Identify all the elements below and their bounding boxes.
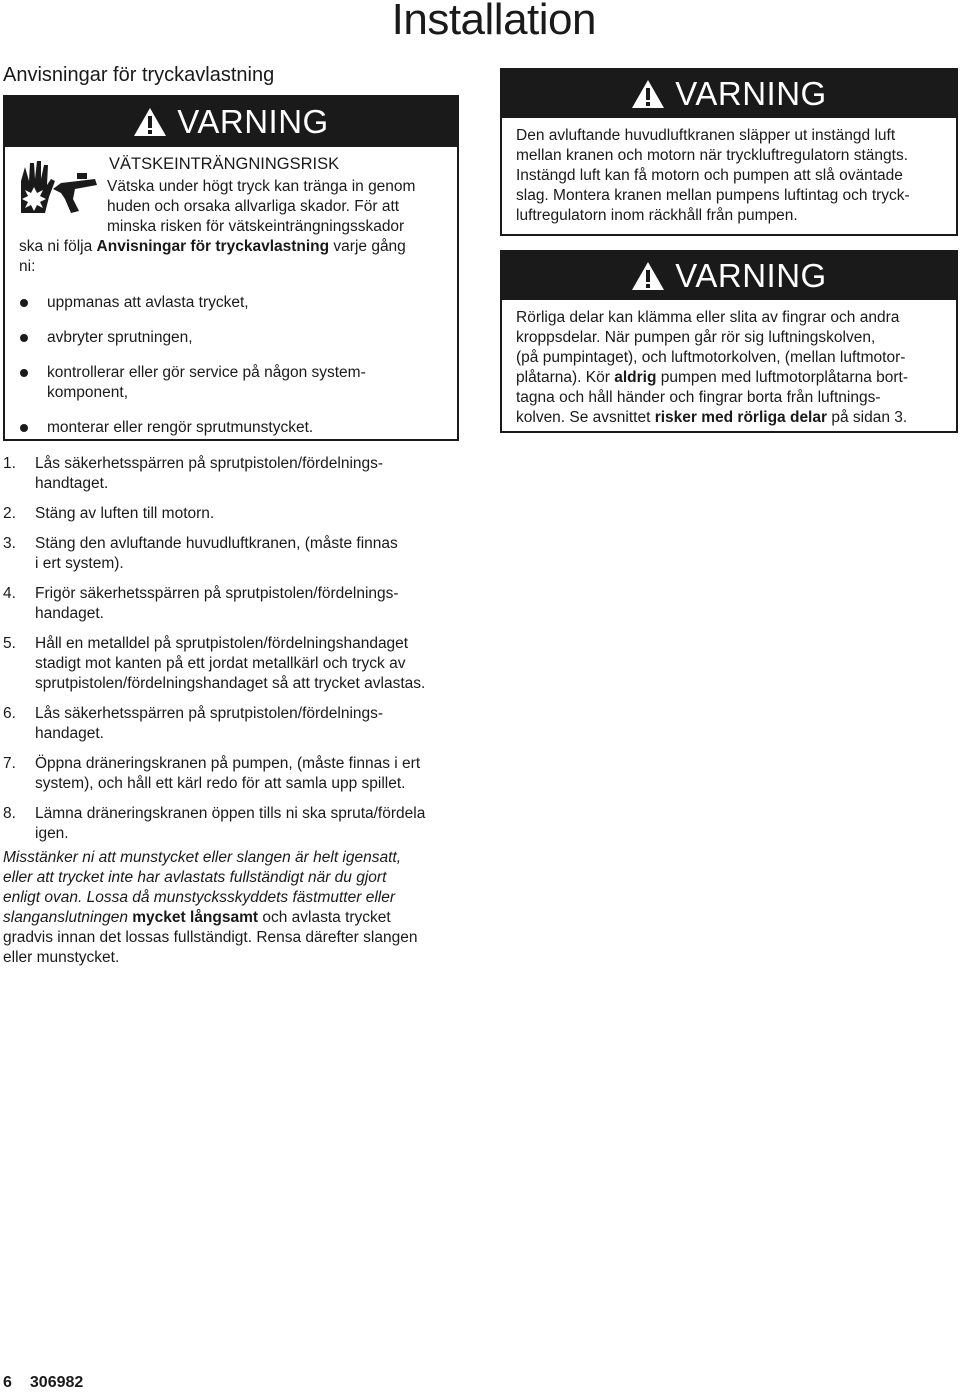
page-footer xyxy=(3,1374,83,1392)
hazard-text: Vätska under högt tryck kan tränga in genom huden och orsaka allvarliga skador. För att minska risken för vätskeinträngningsskador ska ni följa Anvisningar för tryckavlastning varje gång ni: xyxy=(19,178,416,275)
document-number: 306982 xyxy=(29,1374,84,1391)
warning-box-fluid-injection xyxy=(3,95,459,441)
list-item: uppmanas att avlasta trycket, xyxy=(19,293,449,313)
step-item: 7. Öppna dräneringskranen på pumpen, (måste finnas i ert system), och håll ett kärl redo för att samla upp spillet. xyxy=(3,755,421,792)
warning-label: VARNING xyxy=(675,257,827,294)
list-item: avbryter sprutningen, xyxy=(19,328,449,348)
warning-text: Rörliga delar kan klämma eller slita av fingrar och andra kroppsdelar. När pumpen går rör sig luftningskolven, (på pumpintaget), och luftmotorkolven, (mellan luftmotor- plåtarna). Kör aldrig pumpen med luftmotorplåtarna bort- tagna och håll händer och fingrar borta från luftnings- kolven. Se avsnittet risker med rörliga delar på sidan 3. xyxy=(516,309,908,426)
warning-triangle-icon xyxy=(631,261,665,291)
step-item: 6. Lås säkerhetsspärren på sprutpistolen/fördelnings- handaget. xyxy=(3,705,384,742)
list-item: monterar eller rengör sprutmunstycket. xyxy=(19,418,449,438)
bullet-list xyxy=(19,293,449,438)
warning-triangle-icon xyxy=(631,79,665,109)
step-item: 5. Håll en metalldel på sprutpistolen/fördelningshandaget stadigt mot kanten på ett jordat metallkärl och tryck av sprutpistolen/fördelningshandaget så att trycket avlastas. xyxy=(3,635,426,692)
list-item: kontrollerar eller gör service på någon system- xyxy=(19,363,449,383)
step-item: 1. Lås säkerhetsspärren på sprutpistolen/fördelnings- handtaget. xyxy=(3,455,384,492)
step-item: 2. Stäng av luften till motorn. xyxy=(3,505,215,522)
step-item: 8. Lämna dräneringskranen öppen tills ni ska spruta/fördela igen. xyxy=(3,805,426,842)
warning-header xyxy=(502,70,956,118)
list-item-continuation: komponent, xyxy=(47,384,128,401)
step-item: 4. Frigör säkerhetsspärren på sprutpistolen/fördelnings- handaget. xyxy=(3,585,399,622)
warning-header xyxy=(502,252,956,300)
procedure-steps xyxy=(3,454,461,844)
page-title: Installation xyxy=(391,0,596,44)
note-paragraph: Misstänker ni att munstycket eller slangen är helt igensatt, eller att trycket inte har avlastats fullständigt när du gjort enligt ovan. Lossa då munstycksskyddets fästmutter eller slanganslutningen mycket långsamt och avlasta trycket gradvis innan det lossas fullständigt. Rensa därefter slangen eller munstycket. xyxy=(3,849,418,966)
step-item: 3. Stäng den avluftande huvudluftkranen, (måste finnas i ert system). xyxy=(3,535,398,572)
warning-label: VARNING xyxy=(177,103,329,140)
warning-label: VARNING xyxy=(675,75,827,112)
warning-box-moving-parts xyxy=(500,250,958,433)
warning-header xyxy=(5,97,457,147)
warning-text: Den avluftande huvudluftkranen släpper ut instängd luft mellan kranen och motorn när tryckluftregulatorn stängts. Instängd luft kan få motorn och pumpen att slå oväntade slag. Montera kranen mellan pumpens luftintag och tryck- luftregulatorn inom räckhåll från pumpen. xyxy=(516,127,910,224)
warning-box-trapped-air xyxy=(500,68,958,236)
section-heading: Anvisningar för tryckavlastning xyxy=(3,64,275,86)
hazard-title: VÄTSKEINTRÄNGNINGSRISK xyxy=(109,155,340,173)
warning-triangle-icon xyxy=(133,107,167,137)
page-number: 6 xyxy=(3,1374,12,1391)
